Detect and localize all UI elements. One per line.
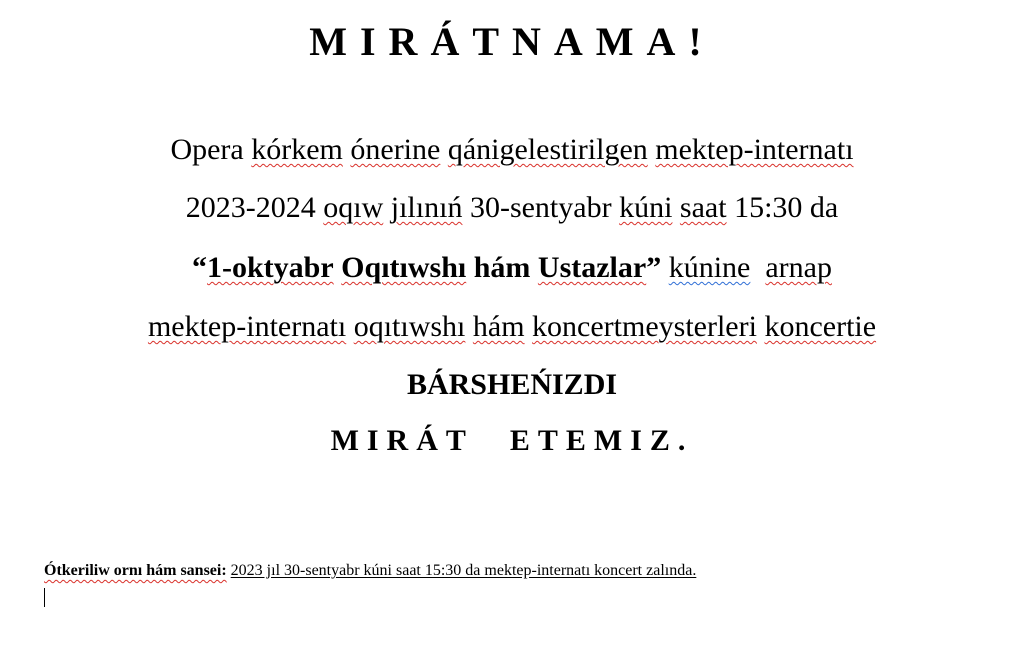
line3-word-4: Ustazlar <box>537 251 647 284</box>
line3-word-6: arnap <box>765 251 832 284</box>
line2-word-1: 2023-2024 <box>185 191 316 224</box>
line1-word-4: qánigelestirilgen <box>447 133 648 166</box>
line4-word-4: koncertmeysterleri <box>532 310 757 343</box>
line4-word-3: hám <box>472 310 525 343</box>
line6-word-1: MIRÁT <box>330 424 474 457</box>
invitation-line-5: BÁRSHEŃIZDI <box>406 368 618 401</box>
line2-word-5: kúni <box>619 191 673 224</box>
line1-word-3: ónerine <box>350 133 441 166</box>
line2-word-2: oqıw <box>323 191 384 224</box>
invitation-line-6 <box>0 424 1024 457</box>
invitation-line-3 <box>0 251 1024 284</box>
invitation-line-1 <box>0 133 1024 166</box>
text-cursor <box>44 588 45 607</box>
line1-word-2: kórkem <box>251 133 343 166</box>
line3-word-2: Oqıtıwshı <box>341 251 467 284</box>
line4-word-2: oqıtıwshı <box>353 310 466 343</box>
line3-word-3: hám <box>473 251 531 284</box>
line4-word-1: mektep-internatı <box>147 310 347 343</box>
line1-word-1: Opera <box>170 133 244 166</box>
invitation-line-2 <box>0 191 1024 224</box>
line4-word-5: koncertie <box>764 310 877 343</box>
venue-value: 2023 jıl 30-sentyabr kúni saat 15:30 da mektep-internatı koncert zalında. <box>230 562 697 579</box>
line2-word-4: 30-sentyabr <box>469 191 612 224</box>
line3-word-1: 1-oktyabr <box>207 251 334 284</box>
line1-word-5: mektep-internatı <box>655 133 854 166</box>
line2-word-3: jılınıń <box>390 191 463 224</box>
line6-word-2: ETEMIZ. <box>509 424 694 457</box>
quote-open: “ <box>192 251 207 284</box>
line2-word-6: saat <box>679 191 727 224</box>
document-title: MIRÁTNAMA! <box>309 19 715 64</box>
venue-label: Ótkeriliw ornı hám sansei: <box>44 562 227 579</box>
quote-close: ” <box>646 251 662 284</box>
line3-word-5: kúnine <box>668 251 751 284</box>
line2-word-7: 15:30 da <box>734 191 839 224</box>
invitation-line-4 <box>0 310 1024 343</box>
venue-line <box>44 561 696 580</box>
